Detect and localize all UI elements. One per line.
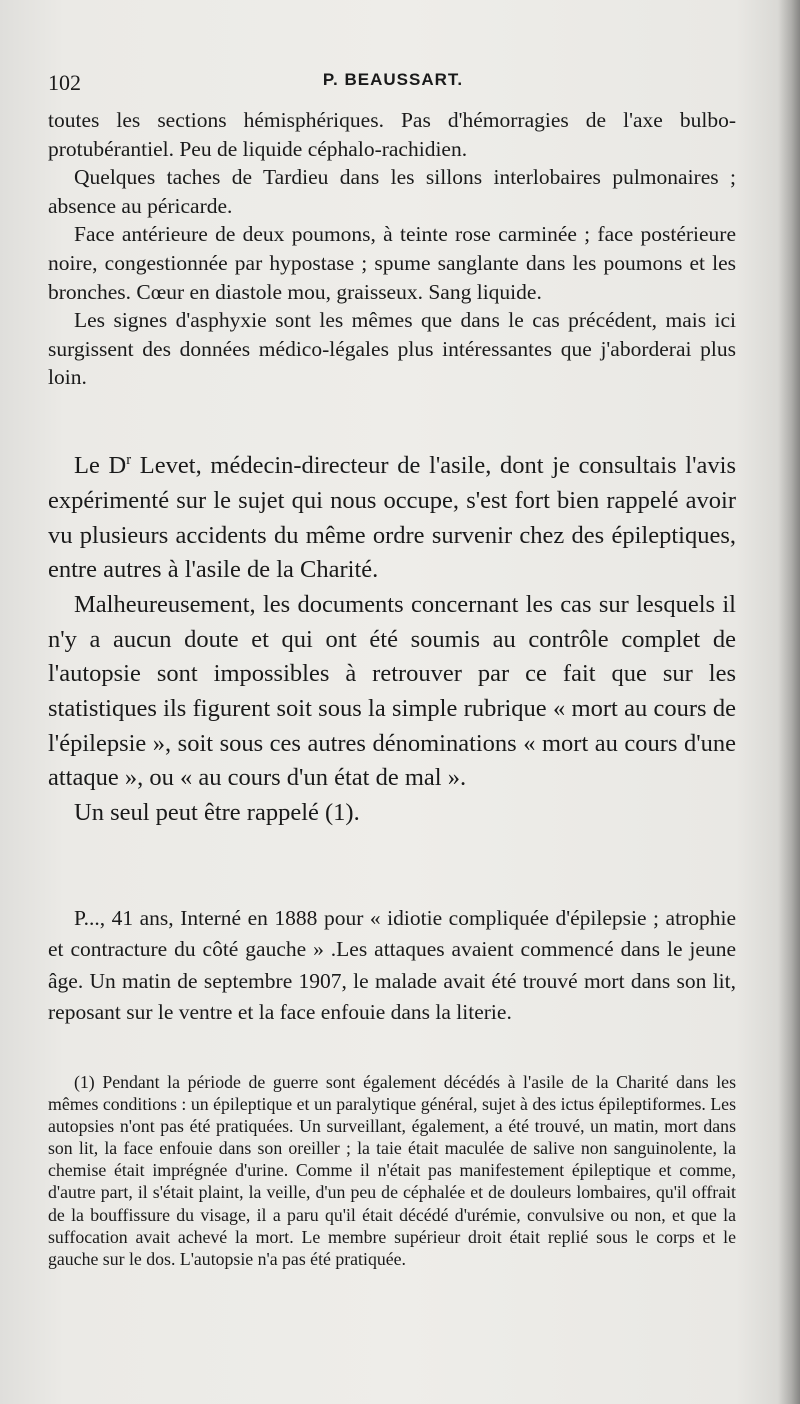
paragraph: P..., 41 ans, Interné en 1888 pour « idiotie compliquée d'épilepsie ; atrophie et contracture du côté gauche » .Les attaques avaient commencé dans le jeune âge. Un matin de septembre 1907, le malade avait été trouvé mort dans son lit, reposant sur le ventre et la face enfouie dans la literie. xyxy=(48,906,736,1025)
text-run: Levet, médecin-directeur de l'asile, dont je consultais l'avis expérimenté sur le sujet qui nous occupe, s'est fort bien rappelé avoir vu plusieurs accidents du même ordre survenir chez des épileptiques, entre autres à l'asile de la Charité. xyxy=(48,452,736,584)
main-text-block xyxy=(48,443,736,831)
page-number: 102 xyxy=(48,70,81,95)
paragraph: Face antérieure de deux poumons, à teinte rose carminée ; face postérieure noire, congestionnée par hypostase ; spume sanglante dans les poumons et les bronches. Cœur en diastole mou, graisseux. Sang liquide. xyxy=(48,222,736,304)
paragraph: Malheureusement, les documents concernant les cas sur lesquels il n'y a aucun doute et qui ont été soumis au contrôle complet de l'autopsie sont impossibles à retrouver par ce fait que sur les statistiques ils figurent soit sous la simple rubrique « mort au cours de l'épilepsie », soit sous ces autres dénominations « mort au cours d'une attaque », ou « au cours d'un état de mal ». xyxy=(48,590,736,792)
paragraph xyxy=(48,443,736,588)
paragraph: toutes les sections hémisphériques. Pas d'hémorragies de l'axe bulbo-protubérantiel. Peu de liquide céphalo-rachidien. xyxy=(48,108,736,161)
running-title: P. BEAUSSART. xyxy=(322,70,464,89)
footnote-block xyxy=(48,1071,736,1270)
case-report-block xyxy=(48,903,736,1029)
autopsy-findings-block xyxy=(48,106,736,392)
paragraph: Quelques taches de Tardieu dans les sillons interlobaires pulmonaires ; absence au péricarde. xyxy=(48,165,736,218)
text-run: Le D xyxy=(74,452,127,480)
paragraph: Les signes d'asphyxie sont les mêmes que dans le cas précédent, mais ici surgissent des données médico-légales plus intéressantes que j'aborderai plus loin. xyxy=(48,308,736,390)
page-spine-shadow xyxy=(778,0,800,1404)
footnote: (1) Pendant la période de guerre sont également décédés à l'asile de la Charité dans les mêmes conditions : un épileptique et un paralytique général, sujet à des ictus épileptiformes. Les autopsies n'ont pas été pratiquées. Un surveillant, également, a été trouvé, un matin, mort dans son lit, la face enfouie dans son oreiller ; la taie était maculée de salive non sanguinolente, la chemise était imprégnée d'urine. Comme il n'était pas manifestement épileptique et comme, d'autre part, il s'était plaint, la veille, d'un peu de céphalée et de douleurs lombaires, qu'il offrait de la bouffissure du visage, il a paru qu'il était décédé d'urémie, convulsive ou non, et que la suffocation avait achevé la mort. Le membre supérieur droit était replié sous le corps et le gauche sur le dos. L'autopsie n'a pas été pratiquée. xyxy=(48,1072,736,1269)
page-header xyxy=(48,64,738,96)
paragraph: Un seul peut être rappelé (1). xyxy=(74,799,360,827)
superscript: r xyxy=(126,452,132,468)
